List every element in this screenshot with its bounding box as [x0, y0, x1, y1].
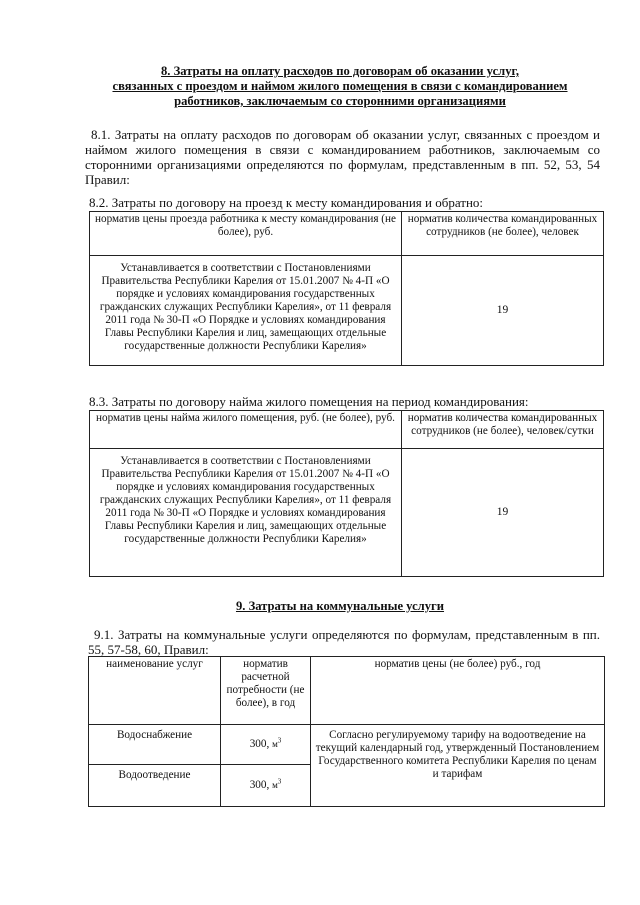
table-9-1-service-water-supply: Водоснабжение: [89, 725, 221, 765]
table-9-1: [88, 656, 605, 807]
table-8-2-count-value: 19: [402, 256, 604, 366]
section-8-heading-line-2: связанных с проездом и наймом жилого помещения в связи с командированием: [112, 79, 568, 93]
paragraph-8-1: 8.1. Затраты на оплату расходов по договорам об оказании услуг, связанных с проездом и наймом жилого помещения в связи с командированием работников, заключаемым со сторонними организациями определяются по формулам, представленным в пп. 52, 53, 54 Правил:: [85, 127, 600, 187]
table-9-1-norm-water-supply: [221, 725, 311, 765]
section-9-heading: 9. Затраты на коммунальные услуги: [235, 599, 445, 613]
table-row: [90, 256, 604, 366]
table-8-3-price-value: Устанавливается в соответствии с Постановлениями Правительства Республики Карелия от 15.01.2007 № 4-П «О порядке и условиях командирования государственных гражданских служащих Республики Карелия», от 11 февраля 2011 года № 30-П «О Порядке и условиях командирования Главы Республики Карелия и лиц, замещающих отдельные государственные должности Республики Карелия»: [90, 449, 402, 577]
paragraph-9-1: 9.1. Затраты на коммунальные услуги определяются по формулам, представленным в пп. 55, 57-58, 60, Правил:: [88, 627, 600, 657]
table-8-2-price-value: Устанавливается в соответствии с Постановлениями Правительства Республики Карелия от 15.01.2007 № 4-П «О порядке и условиях командирования государственных гражданских служащих Республики Карелия», от 11 февраля 2011 года № 30-П «О Порядке и условиях командирования Главы Республики Карелия и лиц, замещающих отдельные государственные должности Республики Карелия»: [90, 256, 402, 366]
paragraph-8-3-title: 8.3. Затраты по договору найма жилого помещения на период командирования:: [89, 394, 529, 409]
table-8-2: [89, 211, 604, 366]
table-9-1-header-service: наименование услуг: [89, 657, 221, 725]
table-8-3: [89, 410, 604, 577]
norm-amount: 300,: [249, 779, 270, 791]
section-8-heading-line-1: 8. Затраты на оплату расходов по договорам об оказании услуг,: [160, 64, 519, 78]
section-8-heading: [80, 64, 600, 109]
table-9-1-header-price: норматив цены (не более) руб., год: [311, 657, 605, 725]
table-row: [90, 449, 604, 577]
table-9-1-header-norm: норматив расчетной потребности (не более), в год: [221, 657, 311, 725]
table-row: [90, 212, 604, 256]
norm-unit-power: 3: [277, 777, 282, 786]
table-9-1-price-text: Согласно регулируемому тарифу на водоотведение на текущий календарный год, утвержденный Постановлением Государственного комитета Республики Карелия по ценам и тарифам: [311, 725, 605, 807]
table-9-1-norm-water-disposal: [221, 765, 311, 807]
table-8-2-header-price: норматив цены проезда работника к месту командирования (не более), руб.: [90, 212, 402, 256]
table-8-3-count-value: 19: [402, 449, 604, 577]
table-row: [89, 657, 605, 725]
table-8-2-header-count: норматив количества командированных сотрудников (не более), человек: [402, 212, 604, 256]
section-8-heading-line-3: работников, заключаемым со сторонними организациями: [174, 94, 506, 108]
table-8-3-header-count: норматив количества командированных сотрудников (не более), человек/сутки: [402, 411, 604, 449]
table-9-1-service-water-disposal: Водоотведение: [89, 765, 221, 807]
norm-amount: 300,: [249, 738, 270, 750]
table-row: [90, 411, 604, 449]
table-row: [89, 725, 605, 765]
norm-unit: м: [272, 739, 278, 749]
paragraph-8-2-title: 8.2. Затраты по договору на проезд к месту командирования и обратно:: [89, 195, 484, 210]
table-8-3-header-price: норматив цены найма жилого помещения, руб. (не более), руб.: [90, 411, 402, 449]
norm-unit: м: [272, 780, 278, 790]
norm-unit-power: 3: [277, 736, 282, 745]
